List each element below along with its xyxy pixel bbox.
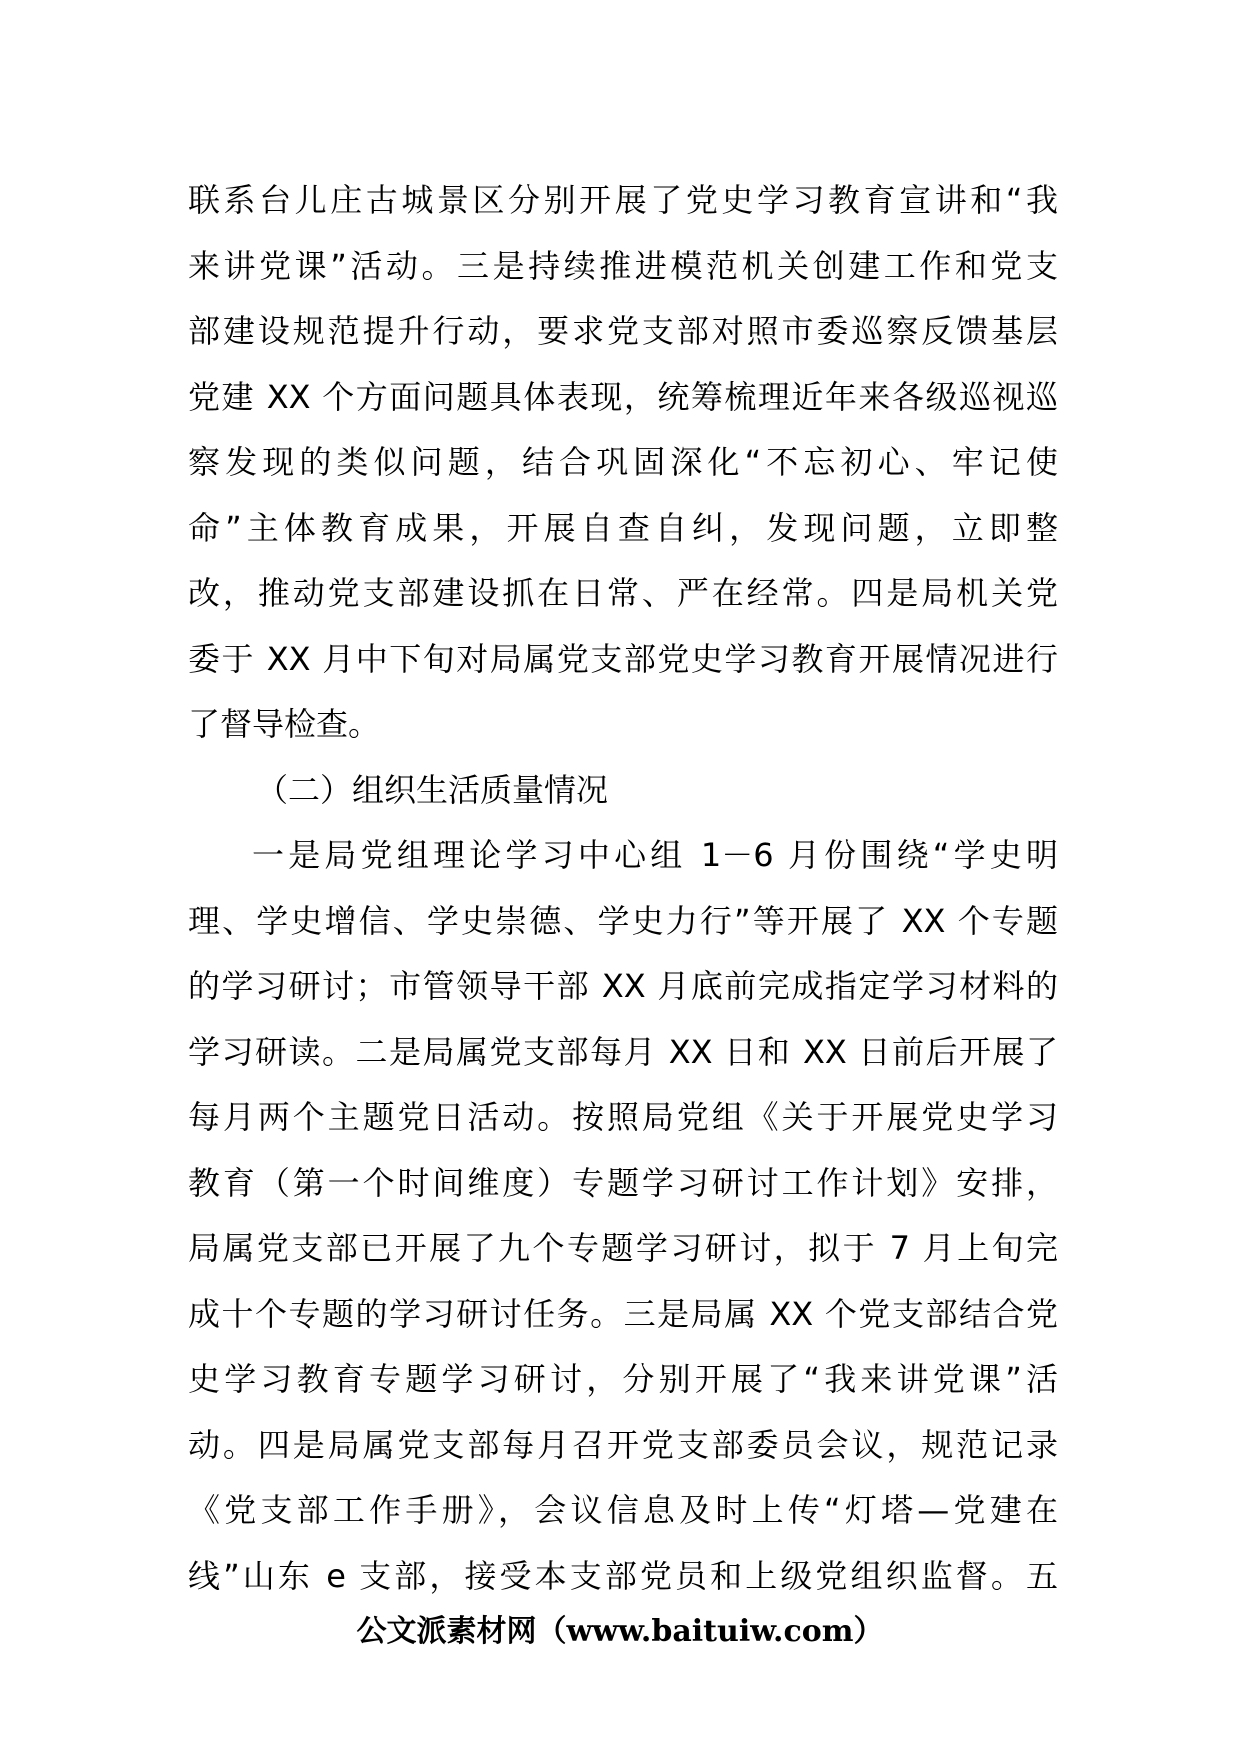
text-line: 改，推动党支部建设抓在日常、严在经常。四是局机关党 bbox=[188, 574, 1058, 612]
text-line: 史学习教育专题学习研讨，分别开展了“我来讲党课”活 bbox=[188, 1360, 1058, 1398]
text-line: 动。四是局属党支部每月召开党支部委员会议，规范记录 bbox=[188, 1425, 1058, 1464]
document-body bbox=[188, 168, 1058, 1609]
text-line: 党建 XX 个方面问题具体表现，统筹梳理近年来各级巡视巡 bbox=[188, 377, 1058, 416]
text-line: 部建设规范提升行动，要求党支部对照市委巡察反馈基层 bbox=[188, 312, 1058, 350]
text-line: 成十个专题的学习研讨任务。三是局属 XX 个党支部结合党 bbox=[188, 1294, 1058, 1333]
paragraph-body bbox=[188, 823, 1058, 1609]
text-line: 局属党支部已开展了九个专题学习研讨，拟于 7 月上旬完 bbox=[188, 1229, 1058, 1267]
text-line: 线”山东 e 支部，接受本支部党员和上级党组织监督。五 bbox=[188, 1556, 1058, 1595]
text-line: 的学习研讨；市管领导干部 XX 月底前完成指定学习材料的 bbox=[188, 967, 1058, 1005]
text-line: 教育（第一个时间维度）专题学习研讨工作计划》安排， bbox=[188, 1163, 1058, 1202]
text-line: 了督导检查。 bbox=[188, 705, 381, 743]
text-line: 每月两个主题党日活动。按照局党组《关于开展党史学习 bbox=[188, 1098, 1058, 1136]
text-line: 《党支部工作手册》，会议信息及时上传“灯塔—党建在 bbox=[188, 1491, 1058, 1529]
text-line: 察发现的类似问题，结合巩固深化“不忘初心、牢记使 bbox=[188, 443, 1058, 481]
footer-watermark-text: 公文派素材网（www.baituiw.com） bbox=[356, 1614, 884, 1649]
paragraph-continuation bbox=[188, 168, 1058, 758]
text-line: 命”主体教育成果，开展自查自纠，发现问题，立即整 bbox=[188, 508, 1058, 547]
text-line: 理、学史增信、学史崇德、学史力行”等开展了 XX 个专题 bbox=[188, 901, 1058, 940]
text-line: 来讲党课”活动。三是持续推进模范机关创建工作和党支 bbox=[188, 246, 1058, 285]
text-line: 学习研读。二是局属党支部每月 XX 日和 XX 日前后开展了 bbox=[188, 1032, 1058, 1071]
section-heading: （二）组织生活质量情况 bbox=[256, 770, 609, 809]
text-line: 一是局党组理论学习中心组 1－6 月份围绕“学史明 bbox=[252, 836, 1058, 874]
text-line: 委于 XX 月中下旬对局属党支部党史学习教育开展情况进行 bbox=[188, 639, 1058, 678]
text-line: 联系台儿庄古城景区分别开展了党史学习教育宣讲和“我 bbox=[188, 181, 1058, 219]
